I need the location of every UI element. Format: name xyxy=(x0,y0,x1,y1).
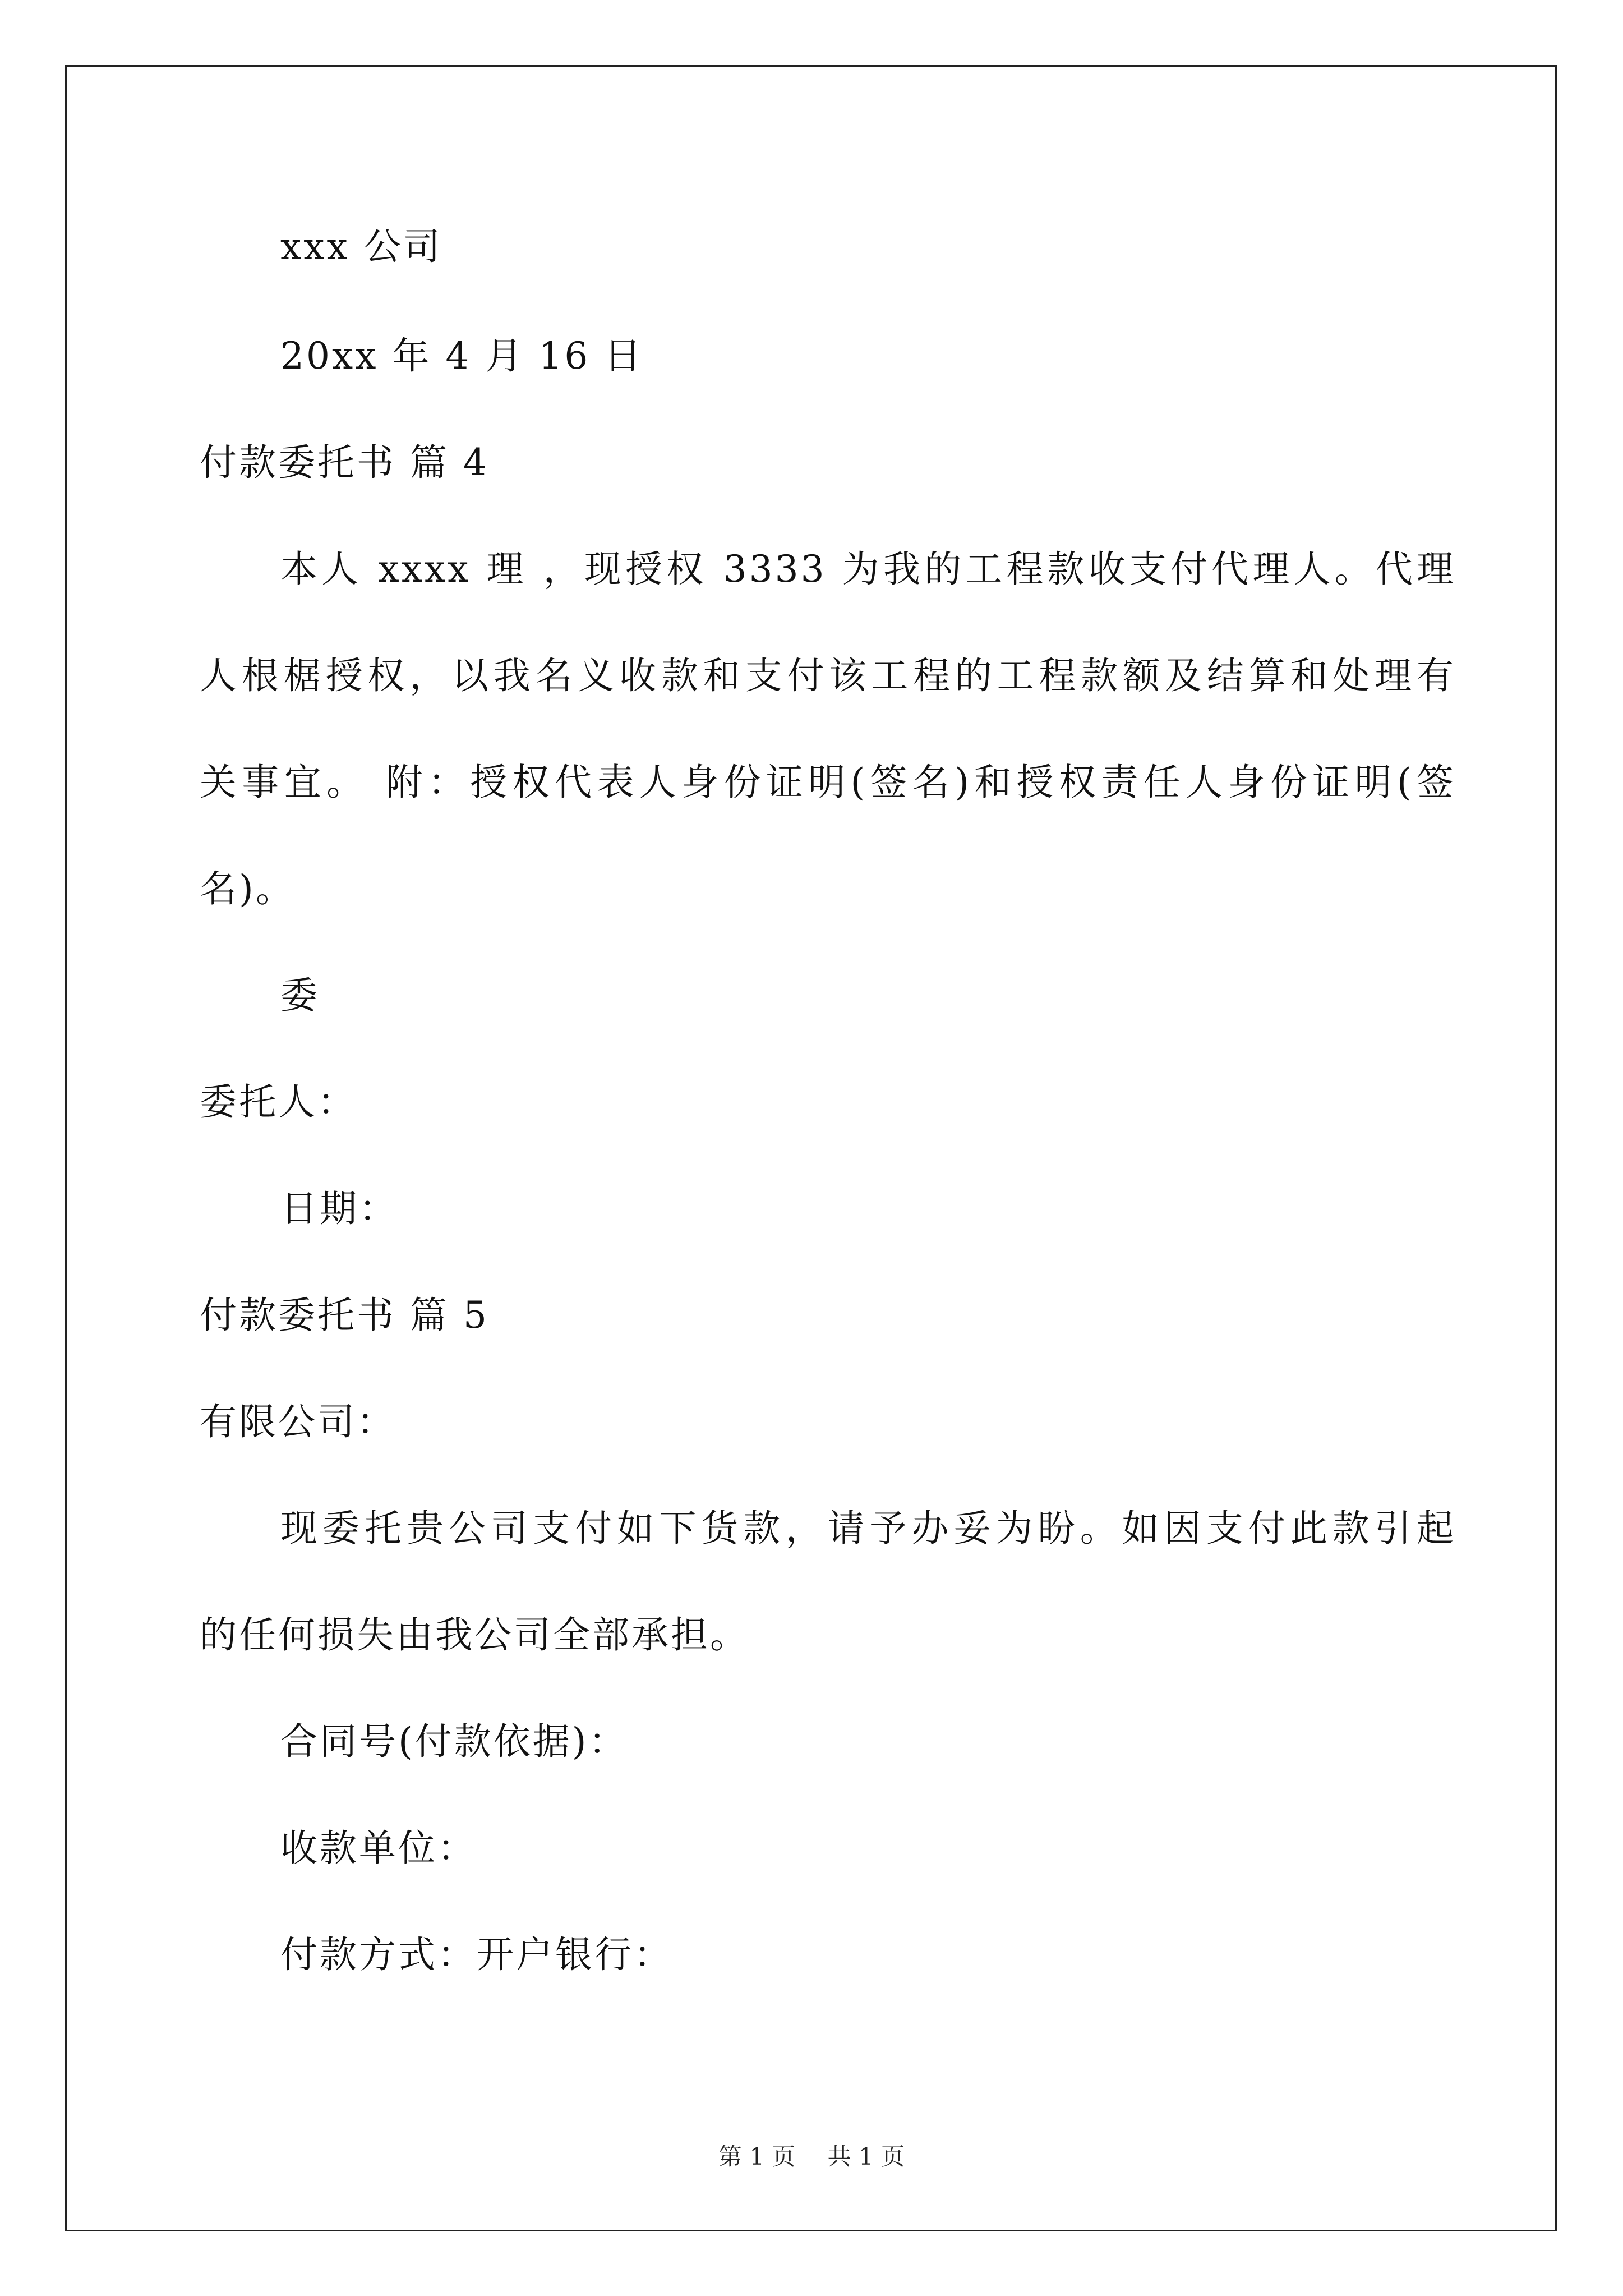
addressee-line: 有限公司： xyxy=(200,1400,396,1443)
paragraph-line: 名)。 xyxy=(200,867,295,910)
page-total: 共 1 页 xyxy=(827,2143,905,2170)
entrust-line: 委 xyxy=(280,974,320,1017)
payment-method-label: 付款方式：开户银行： xyxy=(280,1933,673,1976)
paragraph-line: 关事宜。 附：授权代表人身份证明(签名)和授权责任人身份证明(签 xyxy=(200,761,1456,804)
paragraph-line: 现委托贵公司支付如下货款，请予办妥为盼。如因支付此款引起 xyxy=(280,1507,1456,1550)
payee-label: 收款单位： xyxy=(280,1826,477,1870)
paragraph-line: 本人 xxxx 理 ，现授权 3333 为我的工程款收支付代理人。代理 xyxy=(280,547,1456,591)
principal-label: 委托人： xyxy=(200,1080,357,1124)
paragraph-line: 的任何损失由我公司全部承担。 xyxy=(200,1613,749,1657)
date-label: 日期： xyxy=(280,1187,398,1230)
page-footer xyxy=(0,2143,1623,2171)
page-frame xyxy=(65,65,1557,2231)
paragraph-line: 人根椐授权，以我名义收款和支付该工程的工程款额及结算和处理有 xyxy=(200,654,1456,697)
contract-number-label: 合同号(付款依据)： xyxy=(280,1720,628,1763)
section-heading-5: 付款委托书 篇 5 xyxy=(200,1294,489,1337)
company-line: xxx 公司 xyxy=(280,225,442,268)
page-number: 第 1 页 xyxy=(718,2143,796,2170)
date-line: 20xx 年 4 月 16 日 xyxy=(280,334,644,378)
section-heading-4: 付款委托书 篇 4 xyxy=(200,441,489,484)
